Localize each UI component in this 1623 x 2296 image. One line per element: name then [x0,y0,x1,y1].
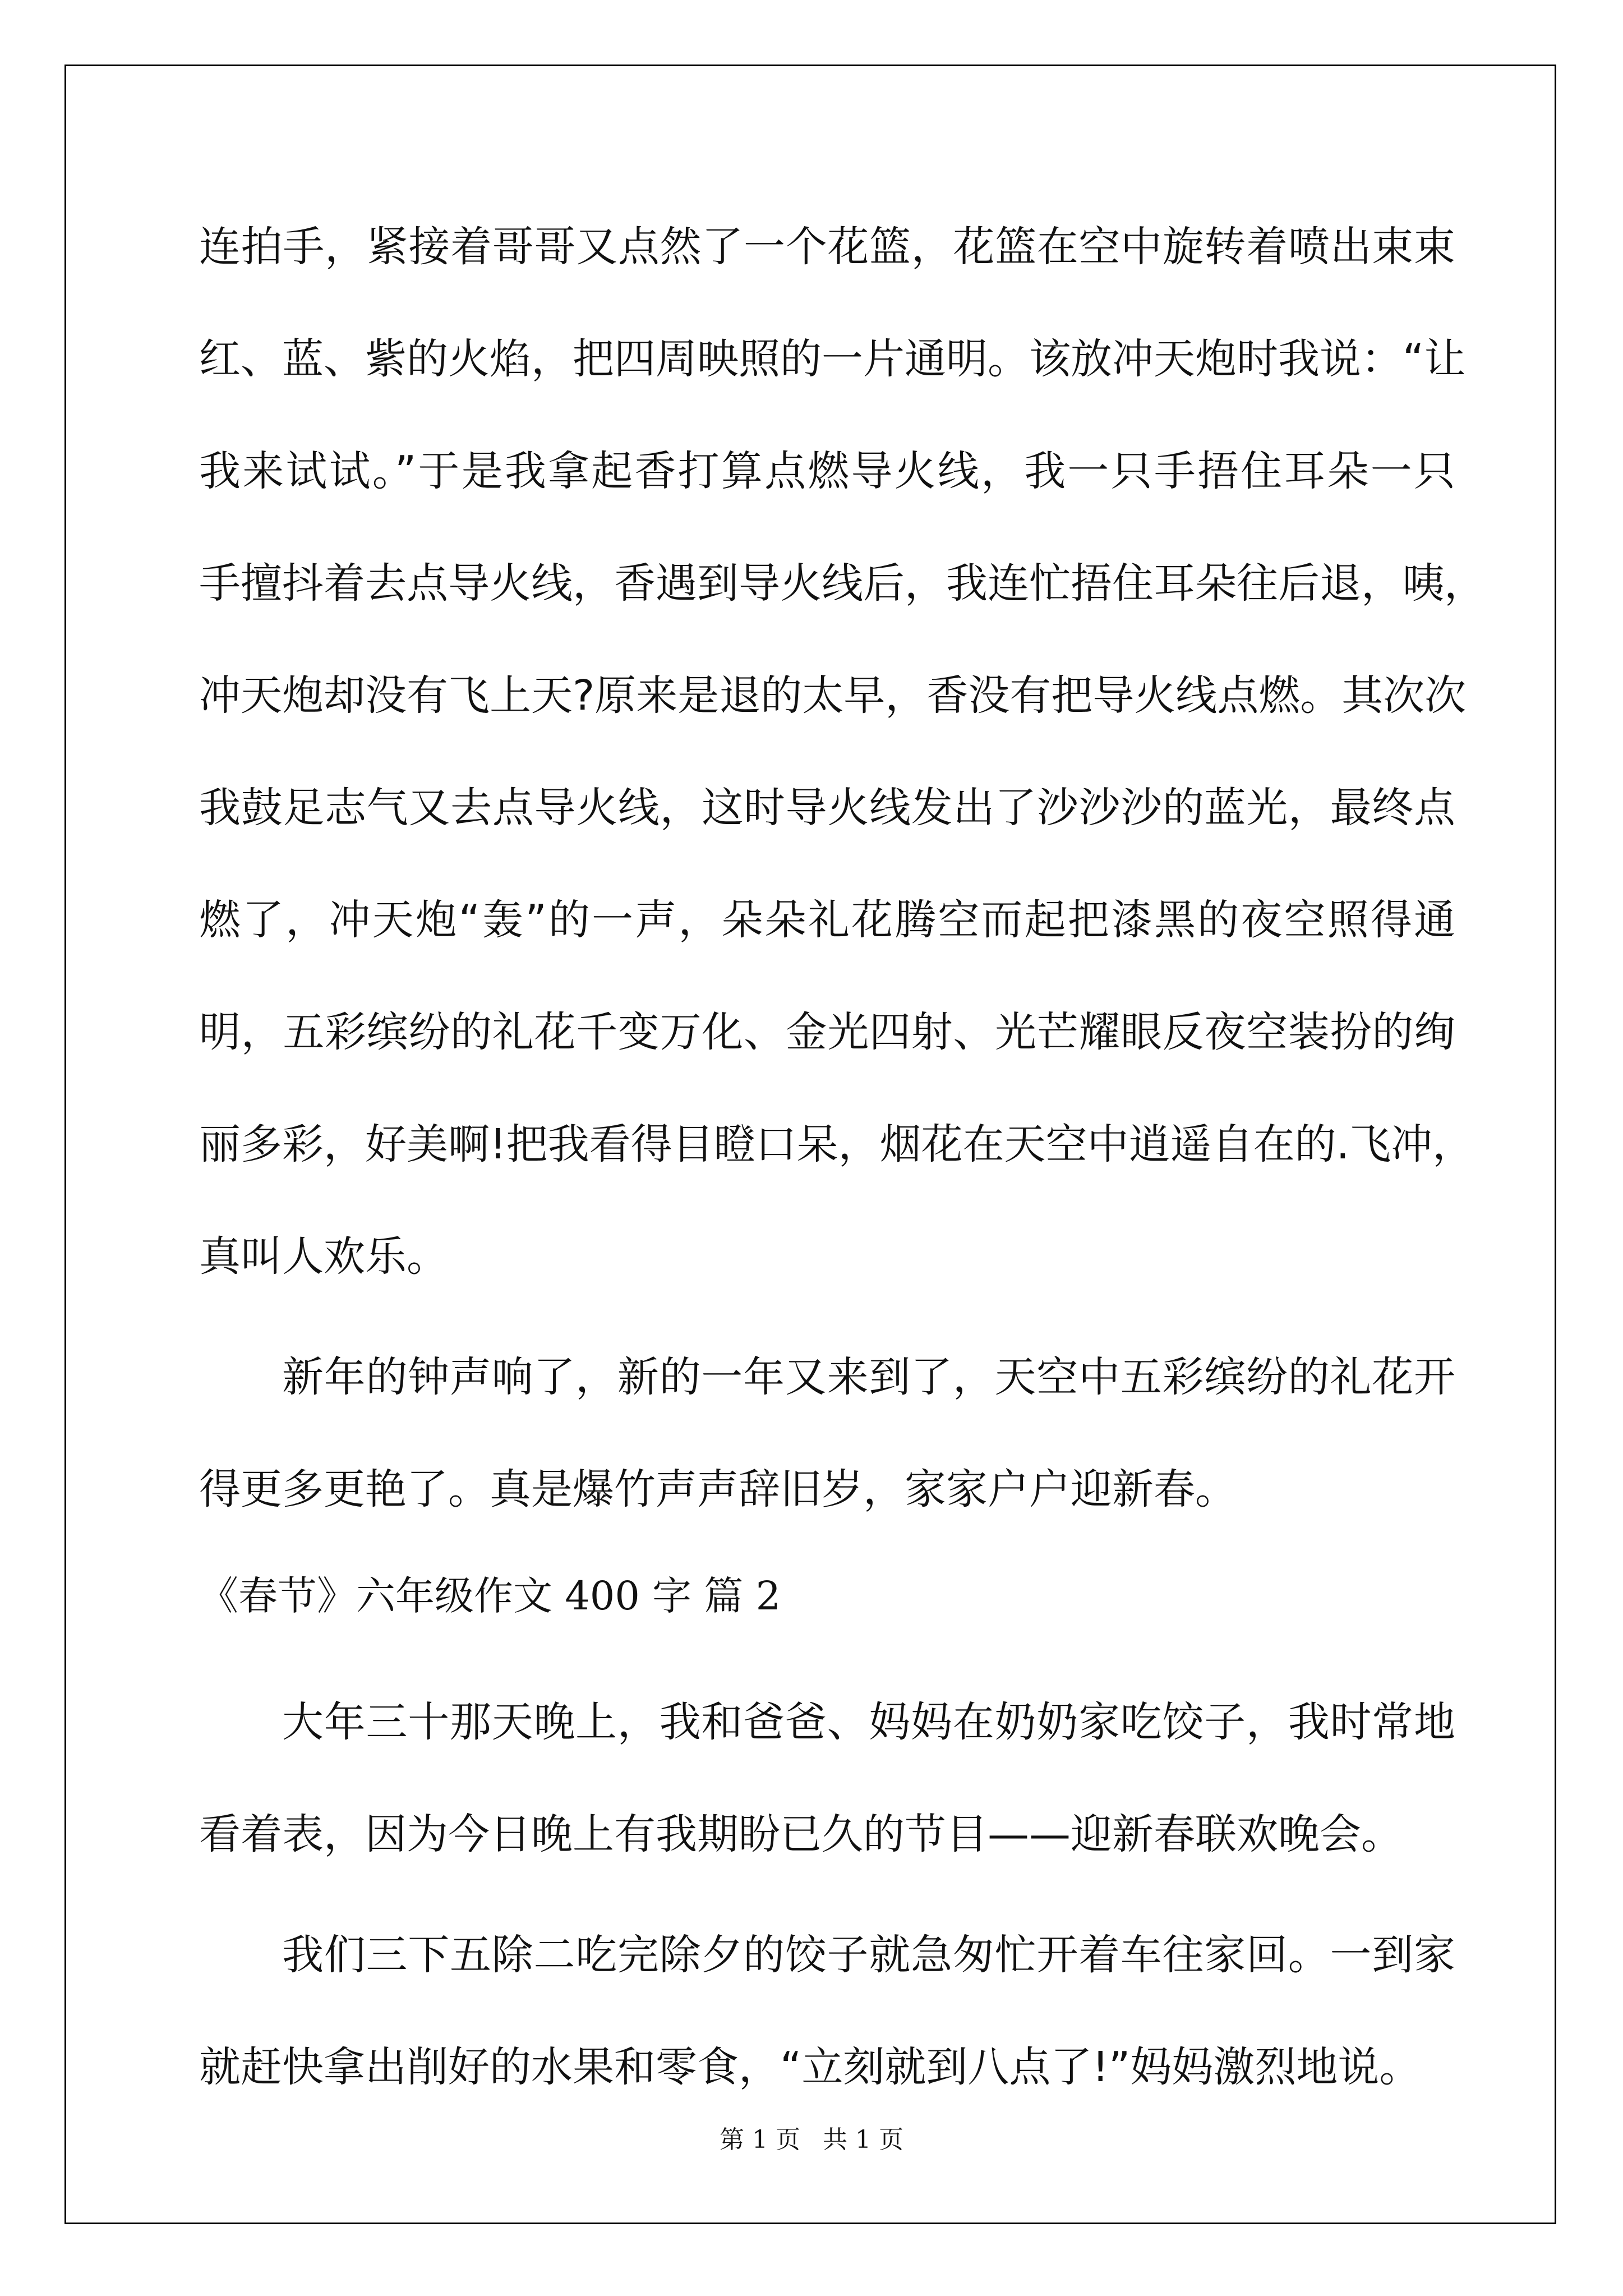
page-footer [0,2123,1623,2157]
paragraph-1-line-2: 红、蓝、紫的火焰，把四周映照的一片通明。该放冲天炮时我说：“让 [199,335,1466,383]
paragraph-2-line-1: 新年的钟声响了，新的一年又来到了，天空中五彩缤纷的礼花开 [282,1353,1455,1401]
page-number-label: 第 1 页 [720,2125,800,2154]
paragraph-1-line-1: 连拍手，紧接着哥哥又点然了一个花篮，花篮在空中旋转着喷出束束 [199,223,1455,271]
paragraph-4-line-1: 我们三下五除二吃完除夕的饺子就急匆忙开着车往家回。一到家 [282,1931,1455,1979]
paragraph-1-line-5: 冲天炮却没有飞上天?原来是退的太早，香没有把导火线点燃。其次次 [199,671,1467,720]
paragraph-1-line-3: 我来试试。”于是我拿起香打算点燃导火线，我一只手捂住耳朵一只 [199,447,1455,495]
paragraph-1-line-9: 丽多彩，好美啊!把我看得目瞪口呆，烟花在天空中逍遥自在的.飞冲， [199,1120,1474,1168]
paragraph-4-line-2: 就赶快拿出削好的水果和零食，“立刻就到八点了!”妈妈激烈地说。 [199,2043,1421,2091]
paragraph-3-line-1: 大年三十那天晚上，我和爸爸、妈妈在奶奶家吃饺子，我时常地 [282,1698,1455,1746]
paragraph-2-line-2: 得更多更艳了。真是爆竹声声辞旧岁，家家户户迎新春。 [199,1465,1237,1513]
total-pages-label: 共 1 页 [823,2125,903,2154]
paragraph-1-line-8: 明，五彩缤纷的礼花千变万化、金光四射、光芒耀眼反夜空装扮的绚 [199,1008,1455,1056]
paragraph-3-line-2: 看着表，因为今日晚上有我期盼已久的节目——迎新春联欢晚会。 [199,1810,1403,1858]
paragraph-1-line-4: 手擅抖着去点导火线，香遇到导火线后，我连忙捂住耳朵往后退，咦， [199,559,1486,608]
section-heading: 《春节》六年级作文 400 字 篇 2 [199,1573,781,1619]
paragraph-1-line-6: 我鼓足志气又去点导火线，这时导火线发出了沙沙沙的蓝光，最终点 [199,784,1455,832]
paragraph-1-line-10: 真叫人欢乐。 [199,1232,448,1281]
paragraph-1-line-7: 燃了，冲天炮“轰”的一声，朵朵礼花腾空而起把漆黑的夜空照得通 [199,896,1455,944]
